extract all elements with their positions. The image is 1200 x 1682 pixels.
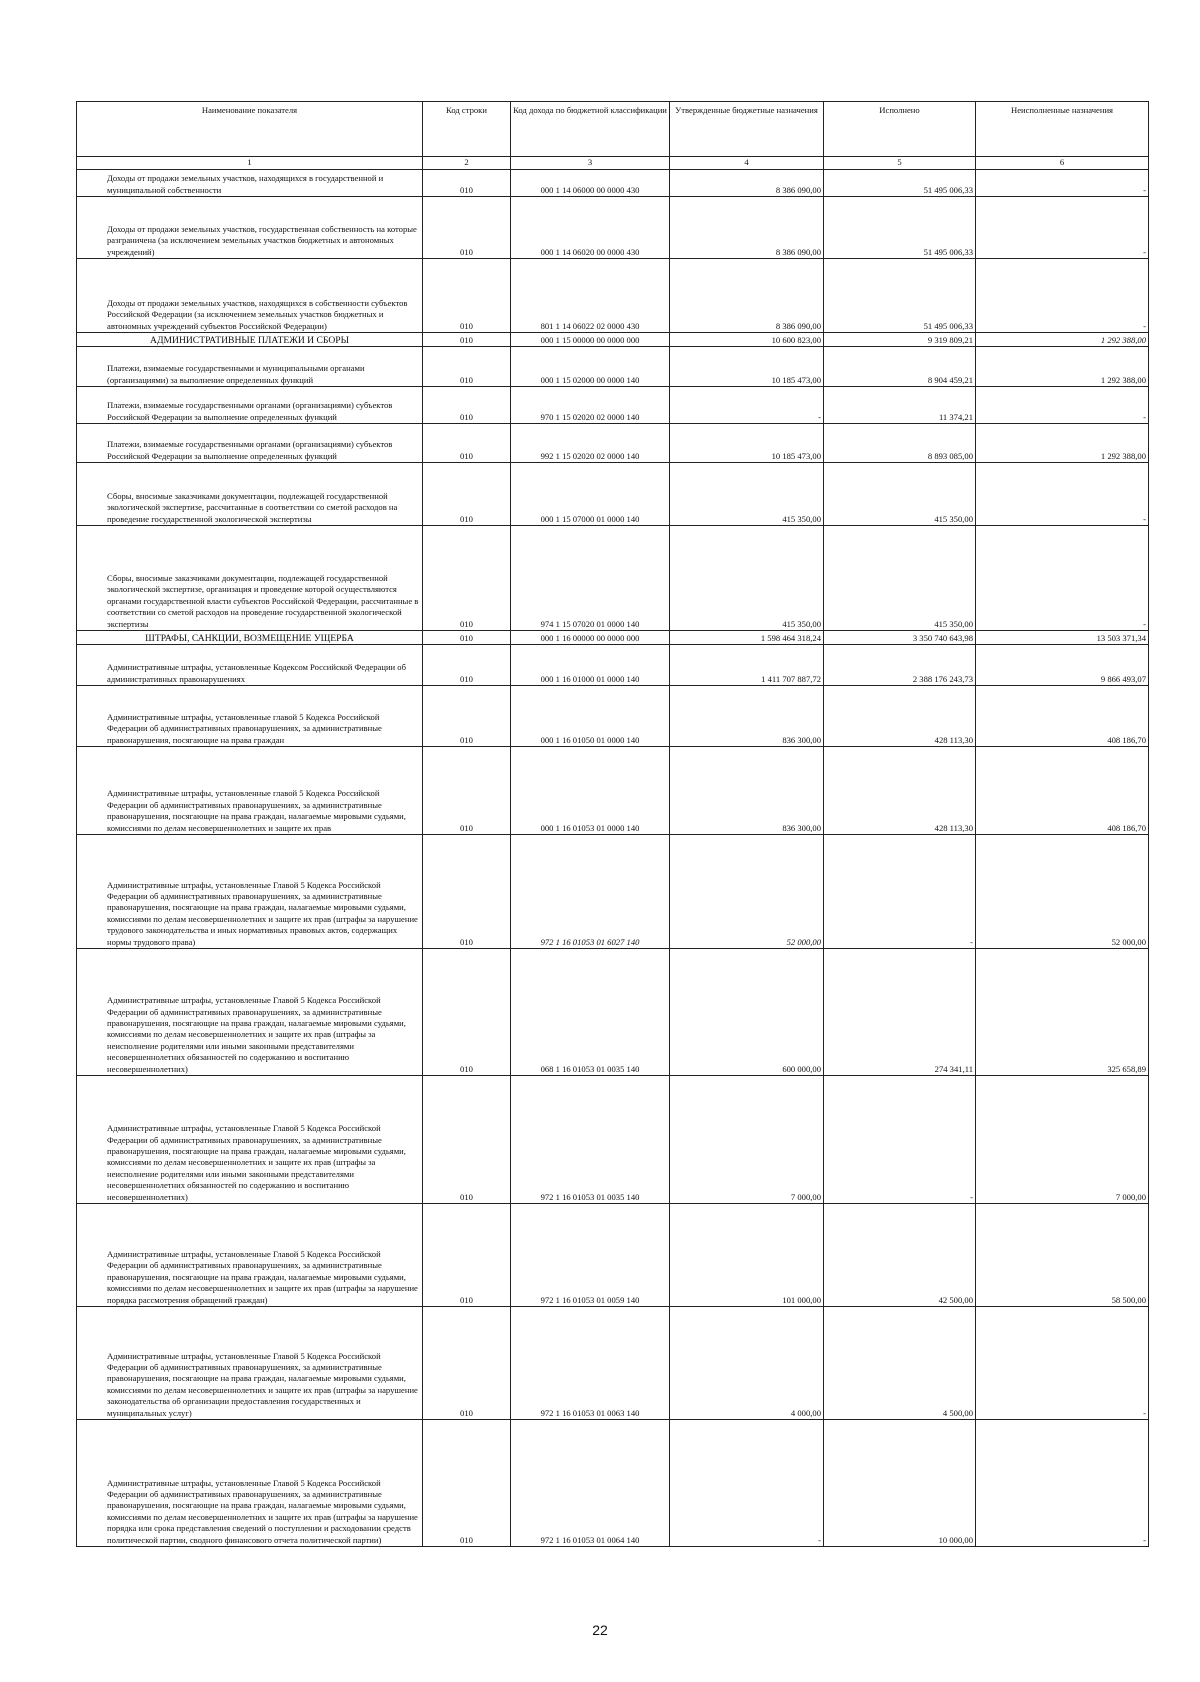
row-approved: 415 350,00: [670, 463, 824, 526]
row-name: АДМИНИСТРАТИВНЫЕ ПЛАТЕЖИ И СБОРЫ: [77, 333, 423, 347]
column-number: 4: [670, 157, 824, 170]
row-executed: 415 350,00: [824, 463, 976, 526]
row-approved: 836 300,00: [670, 747, 824, 835]
row-kbk: 000 1 15 00000 00 0000 000: [511, 333, 670, 347]
row-executed: 428 113,30: [824, 686, 976, 747]
row-code: 010: [423, 1420, 511, 1547]
table-row: [77, 259, 1149, 333]
row-executed: 51 495 006,33: [824, 170, 976, 197]
row-approved: 52 000,00: [670, 835, 824, 949]
row-executed: 2 388 176 243,73: [824, 645, 976, 686]
row-kbk: 974 1 15 07020 01 0000 140: [511, 526, 670, 631]
row-kbk: 972 1 16 01053 01 0063 140: [511, 1307, 670, 1420]
row-code: 010: [423, 424, 511, 463]
row-approved: 10 185 473,00: [670, 347, 824, 387]
row-approved: 8 386 090,00: [670, 259, 824, 333]
row-executed: 274 341,11: [824, 949, 976, 1076]
table-row: [77, 835, 1149, 949]
table-row: [77, 645, 1149, 686]
row-name: Административные штрафы, установленные главой 5 Кодекса Российской Федерации об административных правонарушениях, за административные правонарушения, посягающие на права граждан: [77, 686, 423, 747]
row-executed: 8 893 085,00: [824, 424, 976, 463]
header-approved-budget: Утвержденные бюджетные назначения: [670, 102, 824, 157]
row-kbk: 000 1 14 06020 00 0000 430: [511, 197, 670, 259]
row-approved: 4 000,00: [670, 1307, 824, 1420]
row-name: Доходы от продажи земельных участков, находящихся в собственности субъектов Российской Федерации (за исключением земельных участков бюджетных и автономных учреждений субъектов Российской Федерации): [77, 259, 423, 333]
row-executed: 428 113,30: [824, 747, 976, 835]
table-row: [77, 1307, 1149, 1420]
row-unexecuted: 408 186,70: [976, 747, 1149, 835]
row-kbk: 992 1 15 02020 02 0000 140: [511, 424, 670, 463]
row-name: Административные штрафы, установленные Главой 5 Кодекса Российской Федерации об административных правонарушениях, за административные правонарушения, посягающие на права граждан, налагаемые мировыми судьями, комиссиями по делам несовершеннолетних и защите их прав (штрафы за нарушение законодательства об организации предоставления государственных и муниципальных услуг): [77, 1307, 423, 1420]
row-name: Административные штрафы, установленные Главой 5 Кодекса Российской Федерации об административных правонарушениях, за административные правонарушения, посягающие на права граждан, налагаемые мировыми судьями, комиссиями по делам несовершеннолетних и защите их прав (штрафы за нарушение порядка или срока представления сведений о поступлении и расходовании средств политической партии, сводного финансового отчета политической партии): [77, 1420, 423, 1547]
row-name: Платежи, взимаемые государственными и муниципальными органами (организациями) за выполнение определенных функций: [77, 347, 423, 387]
row-name: Административные штрафы, установленные Главой 5 Кодекса Российской Федерации об административных правонарушениях, за административные правонарушения, посягающие на права граждан, налагаемые мировыми судьями, комиссиями по делам несовершеннолетних и защите их прав (штрафы за неисполнение родителями или иными законными представителями несовершеннолетних обязанностей по содержанию и воспитанию несовершеннолетних): [77, 949, 423, 1076]
row-code: 010: [423, 347, 511, 387]
row-code: 010: [423, 387, 511, 424]
table-row: [77, 1204, 1149, 1307]
row-approved: 1 411 707 887,72: [670, 645, 824, 686]
row-unexecuted: 1 292 388,00: [976, 333, 1149, 347]
row-unexecuted: -: [976, 526, 1149, 631]
row-approved: -: [670, 387, 824, 424]
row-code: 010: [423, 1307, 511, 1420]
row-kbk: 801 1 14 06022 02 0000 430: [511, 259, 670, 333]
row-kbk: 068 1 16 01053 01 0035 140: [511, 949, 670, 1076]
row-kbk: 972 1 16 01053 01 6027 140: [511, 835, 670, 949]
row-name: Платежи, взимаемые государственными органами (организациями) субъектов Российской Федерации за выполнение определенных функций: [77, 424, 423, 463]
row-approved: 8 386 090,00: [670, 170, 824, 197]
row-name: Административные штрафы, установленные Кодексом Российской Федерации об административных правонарушениях: [77, 645, 423, 686]
table-row: [77, 1076, 1149, 1204]
header-budget-classification-code: Код дохода по бюджетной классификации: [511, 102, 670, 157]
row-approved: 8 386 090,00: [670, 197, 824, 259]
row-code: 010: [423, 1204, 511, 1307]
table-row: [77, 387, 1149, 424]
table-row: [77, 347, 1149, 387]
row-kbk: 000 1 16 01050 01 0000 140: [511, 686, 670, 747]
row-executed: -: [824, 835, 976, 949]
column-number: 3: [511, 157, 670, 170]
row-executed: 8 904 459,21: [824, 347, 976, 387]
header-unexecuted: Неисполненные назначения: [976, 102, 1149, 157]
row-code: 010: [423, 1076, 511, 1204]
row-kbk: 000 1 16 00000 00 0000 000: [511, 631, 670, 645]
row-executed: 9 319 809,21: [824, 333, 976, 347]
row-unexecuted: -: [976, 1307, 1149, 1420]
row-name: Административные штрафы, установленные главой 5 Кодекса Российской Федерации об административных правонарушениях, за административные правонарушения, посягающие на права граждан, налагаемые мировыми судьями, комиссиями по делам несовершеннолетних и защите их прав: [77, 747, 423, 835]
row-approved: 415 350,00: [670, 526, 824, 631]
row-approved: 10 600 823,00: [670, 333, 824, 347]
row-executed: 11 374,21: [824, 387, 976, 424]
row-executed: 415 350,00: [824, 526, 976, 631]
column-number: 1: [77, 157, 423, 170]
row-approved: -: [670, 1420, 824, 1547]
row-unexecuted: 13 503 371,34: [976, 631, 1149, 645]
row-code: 010: [423, 645, 511, 686]
table-row: [77, 333, 1149, 347]
row-name: Административные штрафы, установленные Главой 5 Кодекса Российской Федерации об административных правонарушениях, за административные правонарушения, посягающие на права граждан, налагаемые мировыми судьями, комиссиями по делам несовершеннолетних и защите их прав (штрафы за нарушение порядка рассмотрения обращений граждан): [77, 1204, 423, 1307]
row-executed: 3 350 740 643,98: [824, 631, 976, 645]
column-number: 5: [824, 157, 976, 170]
table-row: [77, 949, 1149, 1076]
row-kbk: 000 1 16 01000 01 0000 140: [511, 645, 670, 686]
header-executed: Исполнено: [824, 102, 976, 157]
row-kbk: 972 1 16 01053 01 0059 140: [511, 1204, 670, 1307]
row-approved: 10 185 473,00: [670, 424, 824, 463]
row-code: 010: [423, 463, 511, 526]
row-kbk: 000 1 15 07000 01 0000 140: [511, 463, 670, 526]
row-code: 010: [423, 333, 511, 347]
row-unexecuted: 1 292 388,00: [976, 424, 1149, 463]
table-row: [77, 424, 1149, 463]
row-unexecuted: 408 186,70: [976, 686, 1149, 747]
row-code: 010: [423, 259, 511, 333]
row-approved: 101 000,00: [670, 1204, 824, 1307]
column-number: 2: [423, 157, 511, 170]
table-header-row: [77, 102, 1149, 157]
row-name: Административные штрафы, установленные Главой 5 Кодекса Российской Федерации об административных правонарушениях, за административные правонарушения, посягающие на права граждан, налагаемые мировыми судьями, комиссиями по делам несовершеннолетних и защите их прав (штрафы за неисполнение родителями или иными законными представителями несовершеннолетних обязанностей по содержанию и воспитанию несовершеннолетних): [77, 1076, 423, 1204]
row-unexecuted: 325 658,89: [976, 949, 1149, 1076]
row-executed: -: [824, 1076, 976, 1204]
column-number: 6: [976, 157, 1149, 170]
row-name: Доходы от продажи земельных участков, находящихся в государственной и муниципальной собственности: [77, 170, 423, 197]
table-row: [77, 463, 1149, 526]
row-code: 010: [423, 835, 511, 949]
row-kbk: 000 1 14 06000 00 0000 430: [511, 170, 670, 197]
row-kbk: 972 1 16 01053 01 0035 140: [511, 1076, 670, 1204]
row-approved: 836 300,00: [670, 686, 824, 747]
page-number: 22: [592, 1622, 608, 1638]
column-number-row: [77, 157, 1149, 170]
row-unexecuted: 1 292 388,00: [976, 347, 1149, 387]
table-row: [77, 747, 1149, 835]
row-executed: 10 000,00: [824, 1420, 976, 1547]
row-approved: 1 598 464 318,24: [670, 631, 824, 645]
row-executed: 51 495 006,33: [824, 259, 976, 333]
table-row: [77, 170, 1149, 197]
row-name: Сборы, вносимые заказчиками документации, подлежащей государственной экологической экспертизе, рассчитанные в соответствии со сметой расходов на проведение государственной экологической экспертизы: [77, 463, 423, 526]
row-name: Платежи, взимаемые государственными органами (организациями) субъектов Российской Федерации за выполнение определенных функций: [77, 387, 423, 424]
row-unexecuted: -: [976, 1420, 1149, 1547]
row-code: 010: [423, 197, 511, 259]
row-code: 010: [423, 686, 511, 747]
budget-income-table: [76, 101, 1149, 1547]
table-row: [77, 526, 1149, 631]
row-kbk: 000 1 15 02000 00 0000 140: [511, 347, 670, 387]
row-approved: 600 000,00: [670, 949, 824, 1076]
table-row: [77, 686, 1149, 747]
row-kbk: 000 1 16 01053 01 0000 140: [511, 747, 670, 835]
row-code: 010: [423, 526, 511, 631]
table-row: [77, 631, 1149, 645]
row-name: Сборы, вносимые заказчиками документации, подлежащей государственной экологической экспертизе, организация и проведение которой осуществляются органами государственной власти субъектов Российской Федерации, рассчитанные в соответствии со сметой расходов на проведение государственной экологической экспертизы: [77, 526, 423, 631]
table-row: [77, 1420, 1149, 1547]
row-unexecuted: 9 866 493,07: [976, 645, 1149, 686]
row-unexecuted: 7 000,00: [976, 1076, 1149, 1204]
table-row: [77, 197, 1149, 259]
row-unexecuted: 58 500,00: [976, 1204, 1149, 1307]
header-line-code: Код строки: [423, 102, 511, 157]
row-name: Административные штрафы, установленные Главой 5 Кодекса Российской Федерации об административных правонарушениях, за административные правонарушения, посягающие на права граждан, налагаемые мировыми судьями, комиссиями по делам несовершеннолетних и защите их прав (штрафы за нарушение трудового законодательства и иных нормативных правовых актов, содержащих нормы трудового права): [77, 835, 423, 949]
row-name: Доходы от продажи земельных участков, государственная собственность на которые разграничена (за исключением земельных участков бюджетных и автономных учреждений): [77, 197, 423, 259]
header-indicator-name: Наименование показателя: [77, 102, 423, 157]
row-unexecuted: -: [976, 387, 1149, 424]
row-name: ШТРАФЫ, САНКЦИИ, ВОЗМЕЩЕНИЕ УЩЕРБА: [77, 631, 423, 645]
row-executed: 4 500,00: [824, 1307, 976, 1420]
row-kbk: 970 1 15 02020 02 0000 140: [511, 387, 670, 424]
row-unexecuted: -: [976, 197, 1149, 259]
row-code: 010: [423, 631, 511, 645]
row-executed: 42 500,00: [824, 1204, 976, 1307]
row-code: 010: [423, 747, 511, 835]
row-unexecuted: -: [976, 259, 1149, 333]
row-code: 010: [423, 949, 511, 1076]
row-executed: 51 495 006,33: [824, 197, 976, 259]
row-unexecuted: -: [976, 463, 1149, 526]
row-code: 010: [423, 170, 511, 197]
row-kbk: 972 1 16 01053 01 0064 140: [511, 1420, 670, 1547]
row-unexecuted: -: [976, 170, 1149, 197]
row-approved: 7 000,00: [670, 1076, 824, 1204]
row-unexecuted: 52 000,00: [976, 835, 1149, 949]
